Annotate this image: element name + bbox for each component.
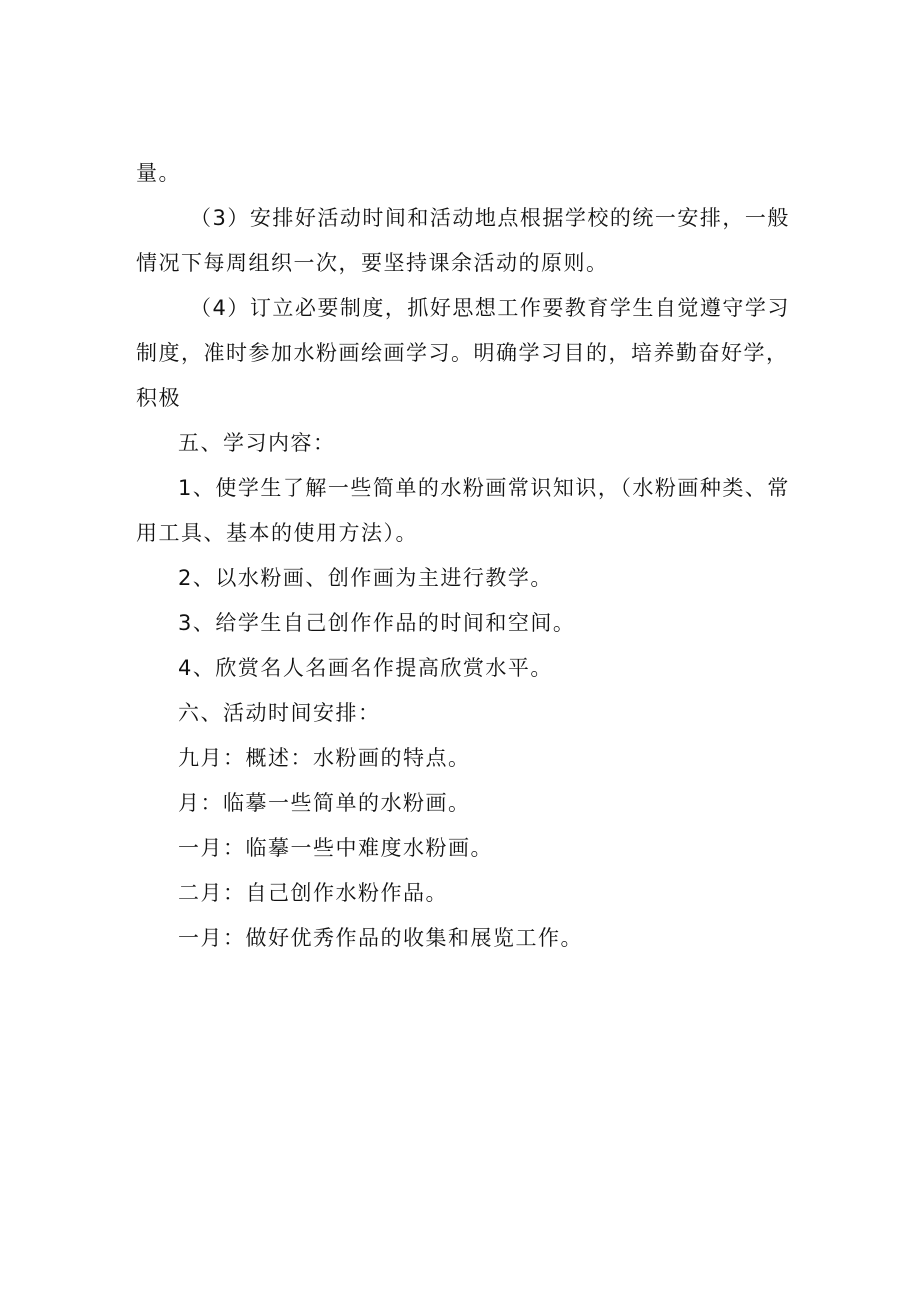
paragraph-line: 积极 [136, 386, 181, 410]
schedule-item: 一月：临摹一些中难度水粉画。 [178, 836, 493, 860]
paragraph-line: 量。 [136, 161, 181, 185]
schedule-item: 二月：自己创作水粉作品。 [178, 881, 448, 905]
paragraph-line: 用工具、基本的使用方法）。 [136, 521, 418, 545]
paragraph-line: （3）安排好活动时间和活动地点根据学校的统一安排，一般 [190, 206, 790, 230]
paragraph-line: （4）订立必要制度，抓好思想工作要教育学生自觉遵守学习 [190, 296, 790, 320]
paragraph-line: 制度，准时参加水粉画绘画学习。明确学习目的，培养勤奋好学， [136, 341, 789, 365]
paragraph-line: 情况下每周组织一次，要坚持课余活动的原则。 [136, 251, 609, 275]
list-item: 4、欣赏名人名画名作提高欣赏水平。 [178, 656, 553, 680]
document-body [136, 152, 790, 962]
section-heading: 六、活动时间安排： [178, 701, 381, 725]
schedule-item: 一月：做好优秀作品的收集和展览工作。 [178, 926, 583, 950]
schedule-item: 月：临摹一些简单的水粉画。 [178, 791, 471, 815]
schedule-item: 九月：概述：水粉画的特点。 [178, 746, 471, 770]
section-heading: 五、学习内容： [178, 431, 336, 455]
list-item: 2、以水粉画、创作画为主进行教学。 [178, 566, 553, 590]
list-item: 1、使学生了解一些简单的水粉画常识知识，（水粉画种类、常 [178, 476, 790, 500]
list-item: 3、给学生自己创作作品的时间和空间。 [178, 611, 576, 635]
